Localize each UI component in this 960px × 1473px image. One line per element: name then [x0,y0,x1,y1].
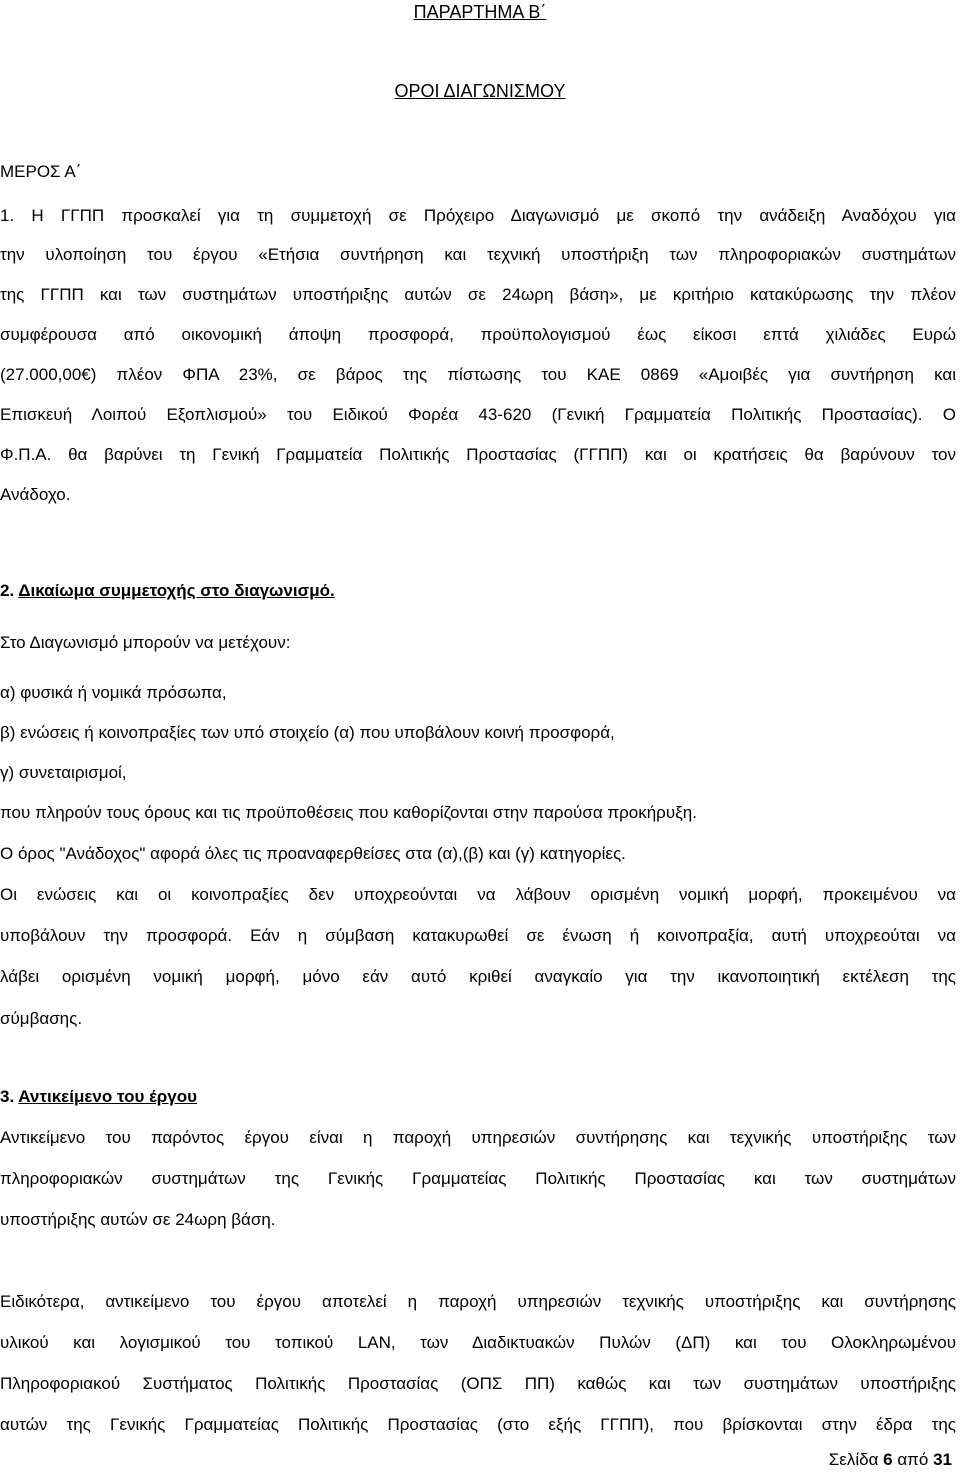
section3-para2-line: Πληροφοριακού Συστήματος Πολιτικής Προστασίας (ΟΠΣ ΠΠ) καθώς και των συστημάτων υποστήριξης [0,1374,956,1393]
page-number-footer [829,1449,952,1471]
section1-line: 1. Η ΓΓΠΠ προσκαλεί για τη συμμετοχή σε Πρόχειρο Διαγωνισμό με σκοπό την ανάδειξη Αναδόχου για [0,206,956,225]
section3-para1-line: πληροφοριακών συστημάτων της Γενικής Γραμματείας Πολιτικής Προστασίας και των συστημάτων [0,1169,956,1188]
section2-line: σύμβασης. [0,1009,83,1028]
appendix-heading: ΠΑΡΑΡΤΗΜΑ Β΄ [413,2,547,22]
section2-line: λάβει ορισμένη νομική μορφή, μόνο εάν αυτό κριθεί αναγκαίο για την ικανοποιητική εκτέλεση της [0,967,956,986]
section2-line: Οι ενώσεις και οι κοινοπραξίες δεν υποχρεούνται να λάβουν ορισμένη νομική μορφή, προκειμένου να [0,885,956,904]
section1-line: την υλοποίηση του έργου «Ετήσια συντήρηση και τεχνική υποστήριξη των πληροφοριακών συστημάτων [0,245,956,264]
section2-item-c: γ) συνεταιρισμοί, [0,763,127,782]
section1-line: συμφέρουσα από οικονομική άποψη προσφορά, προϋπολογισμού έως είκοσι επτά χιλιάδες Ευρώ [0,325,956,344]
footer-prefix: Σελίδα [828,1450,884,1469]
section3-para2-line: υλικού και λογισμικού του τοπικού LAN, των Διαδικτυακών Πυλών (ΔΠ) και του Ολοκληρωμένου [0,1333,956,1352]
section3-title: Αντικείμενο του έργου [18,1087,198,1106]
section1-line: Ανάδοχο. [0,485,71,504]
footer-total-pages: 31 [933,1450,952,1469]
section3-para2-line: αυτών της Γενικής Γραμματείας Πολιτικής Προστασίας (στο εξής ΓΓΠΠ), που βρίσκονται στην έδρα της [0,1415,956,1434]
section2-line: υποβάλουν την προσφορά. Εάν η σύμβαση κατακυρωθεί σε ένωση ή κοινοπραξία, αυτή υποχρεούται να [0,926,956,945]
section1-line: Φ.Π.Α. θα βαρύνει τη Γενική Γραμματεία Πολιτικής Προστασίας (ΓΓΠΠ) και οι κρατήσεις θα βαρύνουν τον [0,445,956,464]
section2-heading [0,580,335,602]
section1-line: της ΓΓΠΠ και των συστημάτων υποστήριξης αυτών σε 24ωρη βάση», με κριτήριο κατακύρωσης την πλέον [0,285,956,304]
section3-para1-line: υποστήριξης αυτών σε 24ωρη βάση. [0,1210,276,1229]
section2-definition: Ο όρος "Ανάδοχος" αφορά όλες τις προαναφερθείσες στα (α),(β) και (γ) κατηγορίες. [0,844,626,863]
section3-heading [0,1086,197,1108]
section2-intro: Στο Διαγωνισμό μπορούν να μετέχουν: [0,633,291,652]
section3-para1-line: Αντικείμενο του παρόντος έργου είναι η παροχή υπηρεσιών συντήρησης και τεχνικής υποστήριξης των [0,1128,956,1147]
part-heading: ΜΕΡΟΣ Α΄ [0,162,82,181]
section2-item-b: β) ενώσεις ή κοινοπραξίες των υπό στοιχείο (α) που υποβάλουν κοινή προσφορά, [0,723,615,742]
section2-number: 2. [0,581,19,600]
section2-item-a: α) φυσικά ή νομικά πρόσωπα, [0,683,227,702]
footer-middle: από [892,1450,934,1469]
section2-conditions: που πληρούν τους όρους και τις προϋποθέσεις που καθορίζονται στην παρούσα προκήρυξη. [0,803,697,822]
section1-line: Επισκευή Λοιπού Εξοπλισμού» του Ειδικού Φορέα 43-620 (Γενική Γραμματεία Πολιτικής Προστασίας). Ο [0,405,956,424]
footer-current-page: 6 [883,1450,893,1469]
section1-line: (27.000,00€) πλέον ΦΠΑ 23%, σε βάρος της πίστωσης του ΚΑΕ 0869 «Αμοιβές για συντήρηση και [0,365,956,384]
section2-title: Δικαίωμα συμμετοχής στο διαγωνισμό. [18,581,335,600]
section3-number: 3. [0,1087,19,1106]
section3-para2-line: Ειδικότερα, αντικείμενο του έργου αποτελεί η παροχή υπηρεσιών τεχνικής υποστήριξης και συντήρησης [0,1292,956,1311]
document-title: ΟΡΟΙ ΔΙΑΓΩΝΙΣΜΟΥ [394,81,566,101]
